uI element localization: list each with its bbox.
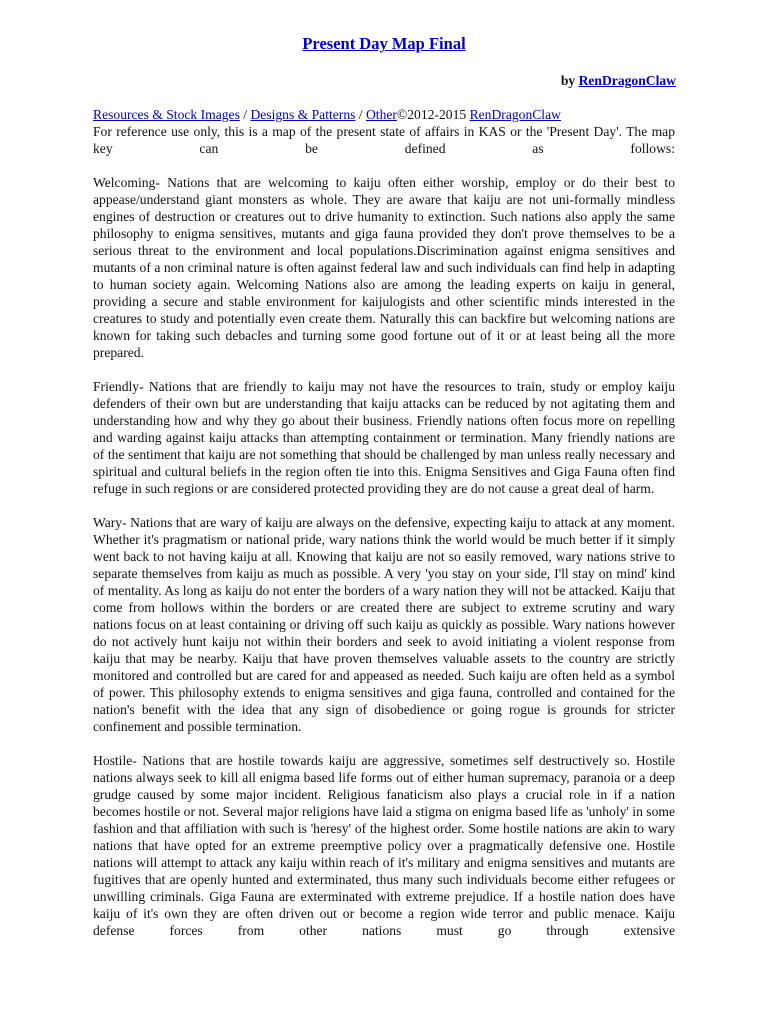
- paragraph-spacer: [93, 497, 675, 514]
- author-link[interactable]: RenDragonClaw: [578, 73, 676, 88]
- copyright-text: ©2012-2015: [396, 107, 470, 122]
- document-title: [0, 35, 768, 52]
- breadcrumb-resources-link[interactable]: Resources & Stock Images: [93, 107, 240, 122]
- friendly-paragraph: Friendly- Nations that are friendly to kaiju may not have the resources to train, study or employ kaiju defenders of their own but are understanding that kaiju attacks can be reduced by not agitating them and understanding how and why they go about their business. Friendly nations often focus more on repelling and warding against kaiju attacks than attempting containment or termination. Many friendly nations are of the sentiment that kaiju are not something that should be challenged by man unless really necessary and spiritual and cultural beliefs in the region often tie into this. Enigma Sensitives and Giga Fauna often find refuge in such regions or are considered protected providing they are do not cause a great deal of harm.: [93, 379, 675, 496]
- breadcrumb-separator: /: [355, 107, 366, 122]
- breadcrumb: [93, 106, 675, 123]
- paragraph-spacer: [93, 361, 675, 378]
- breadcrumb-separator: /: [239, 107, 251, 122]
- author-byline: [561, 72, 676, 89]
- paragraph-spacer: [93, 157, 675, 174]
- document-body: [93, 106, 675, 939]
- breadcrumb-other-link[interactable]: Other: [365, 107, 397, 122]
- intro-paragraph: For reference use only, this is a map of the present state of affairs in KAS or the 'Present Day'. The map key can be defined as follows:: [93, 124, 675, 156]
- byline-prefix: by: [560, 73, 579, 88]
- wary-paragraph: Wary- Nations that are wary of kaiju are always on the defensive, expecting kaiju to attack at any moment. Whether it's pragmatism or national pride, wary nations think the world would be much better if it simply went back to not having kaiju at all. Knowing that kaiju are not so easily removed, wary nations strive to separate themselves from kaiju as much as possible. A very 'you stay on your side, I'll stay on mind' kind of mentality. As long as kaiju do not enter the borders of a wary nation they will not be attacked. Kaiju that come from hollows within the borders or are created there are subject to extreme scrutiny and wary nations focus on at least containing or driving off such kaiju as quickly as possible. Wary nations however do not actively hunt kaiju not within their borders and seek to avoid initiating a violent response from kaiju that may be nearby. Kaiju that have proven themselves valuable assets to the country are strictly monitored and controlled but are cared for and appeased as needed. Such kaiju are often held as a symbol of power. This philosophy extends to enigma sensitives and giga fauna, controlled and contained for the nation's benefit with the idea that any sign of disobedience or going rogue is grounds for stricter confinement and possible termination.: [93, 515, 675, 734]
- copyright-author-link[interactable]: RenDragonClaw: [469, 107, 561, 122]
- document-title-link[interactable]: Present Day Map Final: [302, 34, 466, 53]
- hostile-paragraph: Hostile- Nations that are hostile towards kaiju are aggressive, sometimes self destructively so. Hostile nations always seek to kill all enigma based life forms out of either human supremacy, paranoia or a deep grudge caused by some major incident. Religious fanaticism also plays a crucial role in if a nation becomes hostile or not. Several major religions have laid a stigma on enigma based life as 'unholy' in some fashion and that affiliation with such is 'heresy' of the highest order. Some hostile nations are akin to wary nations that have opted for an extreme preemptive policy over a pragmatically defensive one. Hostile nations will attempt to attack any kaiju within reach of it's military and enigma sensitives and mutants are fugitives that are openly hunted and exterminated, thus many such individuals become either refugees or unwilling criminals. Giga Fauna are exterminated with extreme prejudice. If a hostile nation does have kaiju of it's own they are often driven out or become a region wide terror and public menace. Kaiju defense forces from other nations must go through extensive: [93, 753, 675, 938]
- breadcrumb-designs-link[interactable]: Designs & Patterns: [250, 107, 356, 122]
- welcoming-paragraph: Welcoming- Nations that are welcoming to kaiju often either worship, employ or do their best to appease/understand giant monsters as whole. They are aware that kaiju are not uni-formally mindless engines of destruction or creatures out to drive humanity to extinction. Such nations also apply the same philosophy to enigma sensitives, mutants and giga fauna provided they don't prove themselves to be a serious threat to the environment and local populations.Discrimination against enigma sensitives and mutants of a non criminal nature is often against federal law and such individuals can find help in adapting to human society again. Welcoming Nations also are among the leading experts on kaiju in general, providing a secure and stable environment for kaijulogists and other scientific minds interested in the creatures to study and potentially even create them. Naturally this can backfire but welcoming nations are known for taking such debacles and turning some good fortune out of it or at least being all the more prepared.: [93, 175, 675, 360]
- paragraph-spacer: [93, 735, 675, 752]
